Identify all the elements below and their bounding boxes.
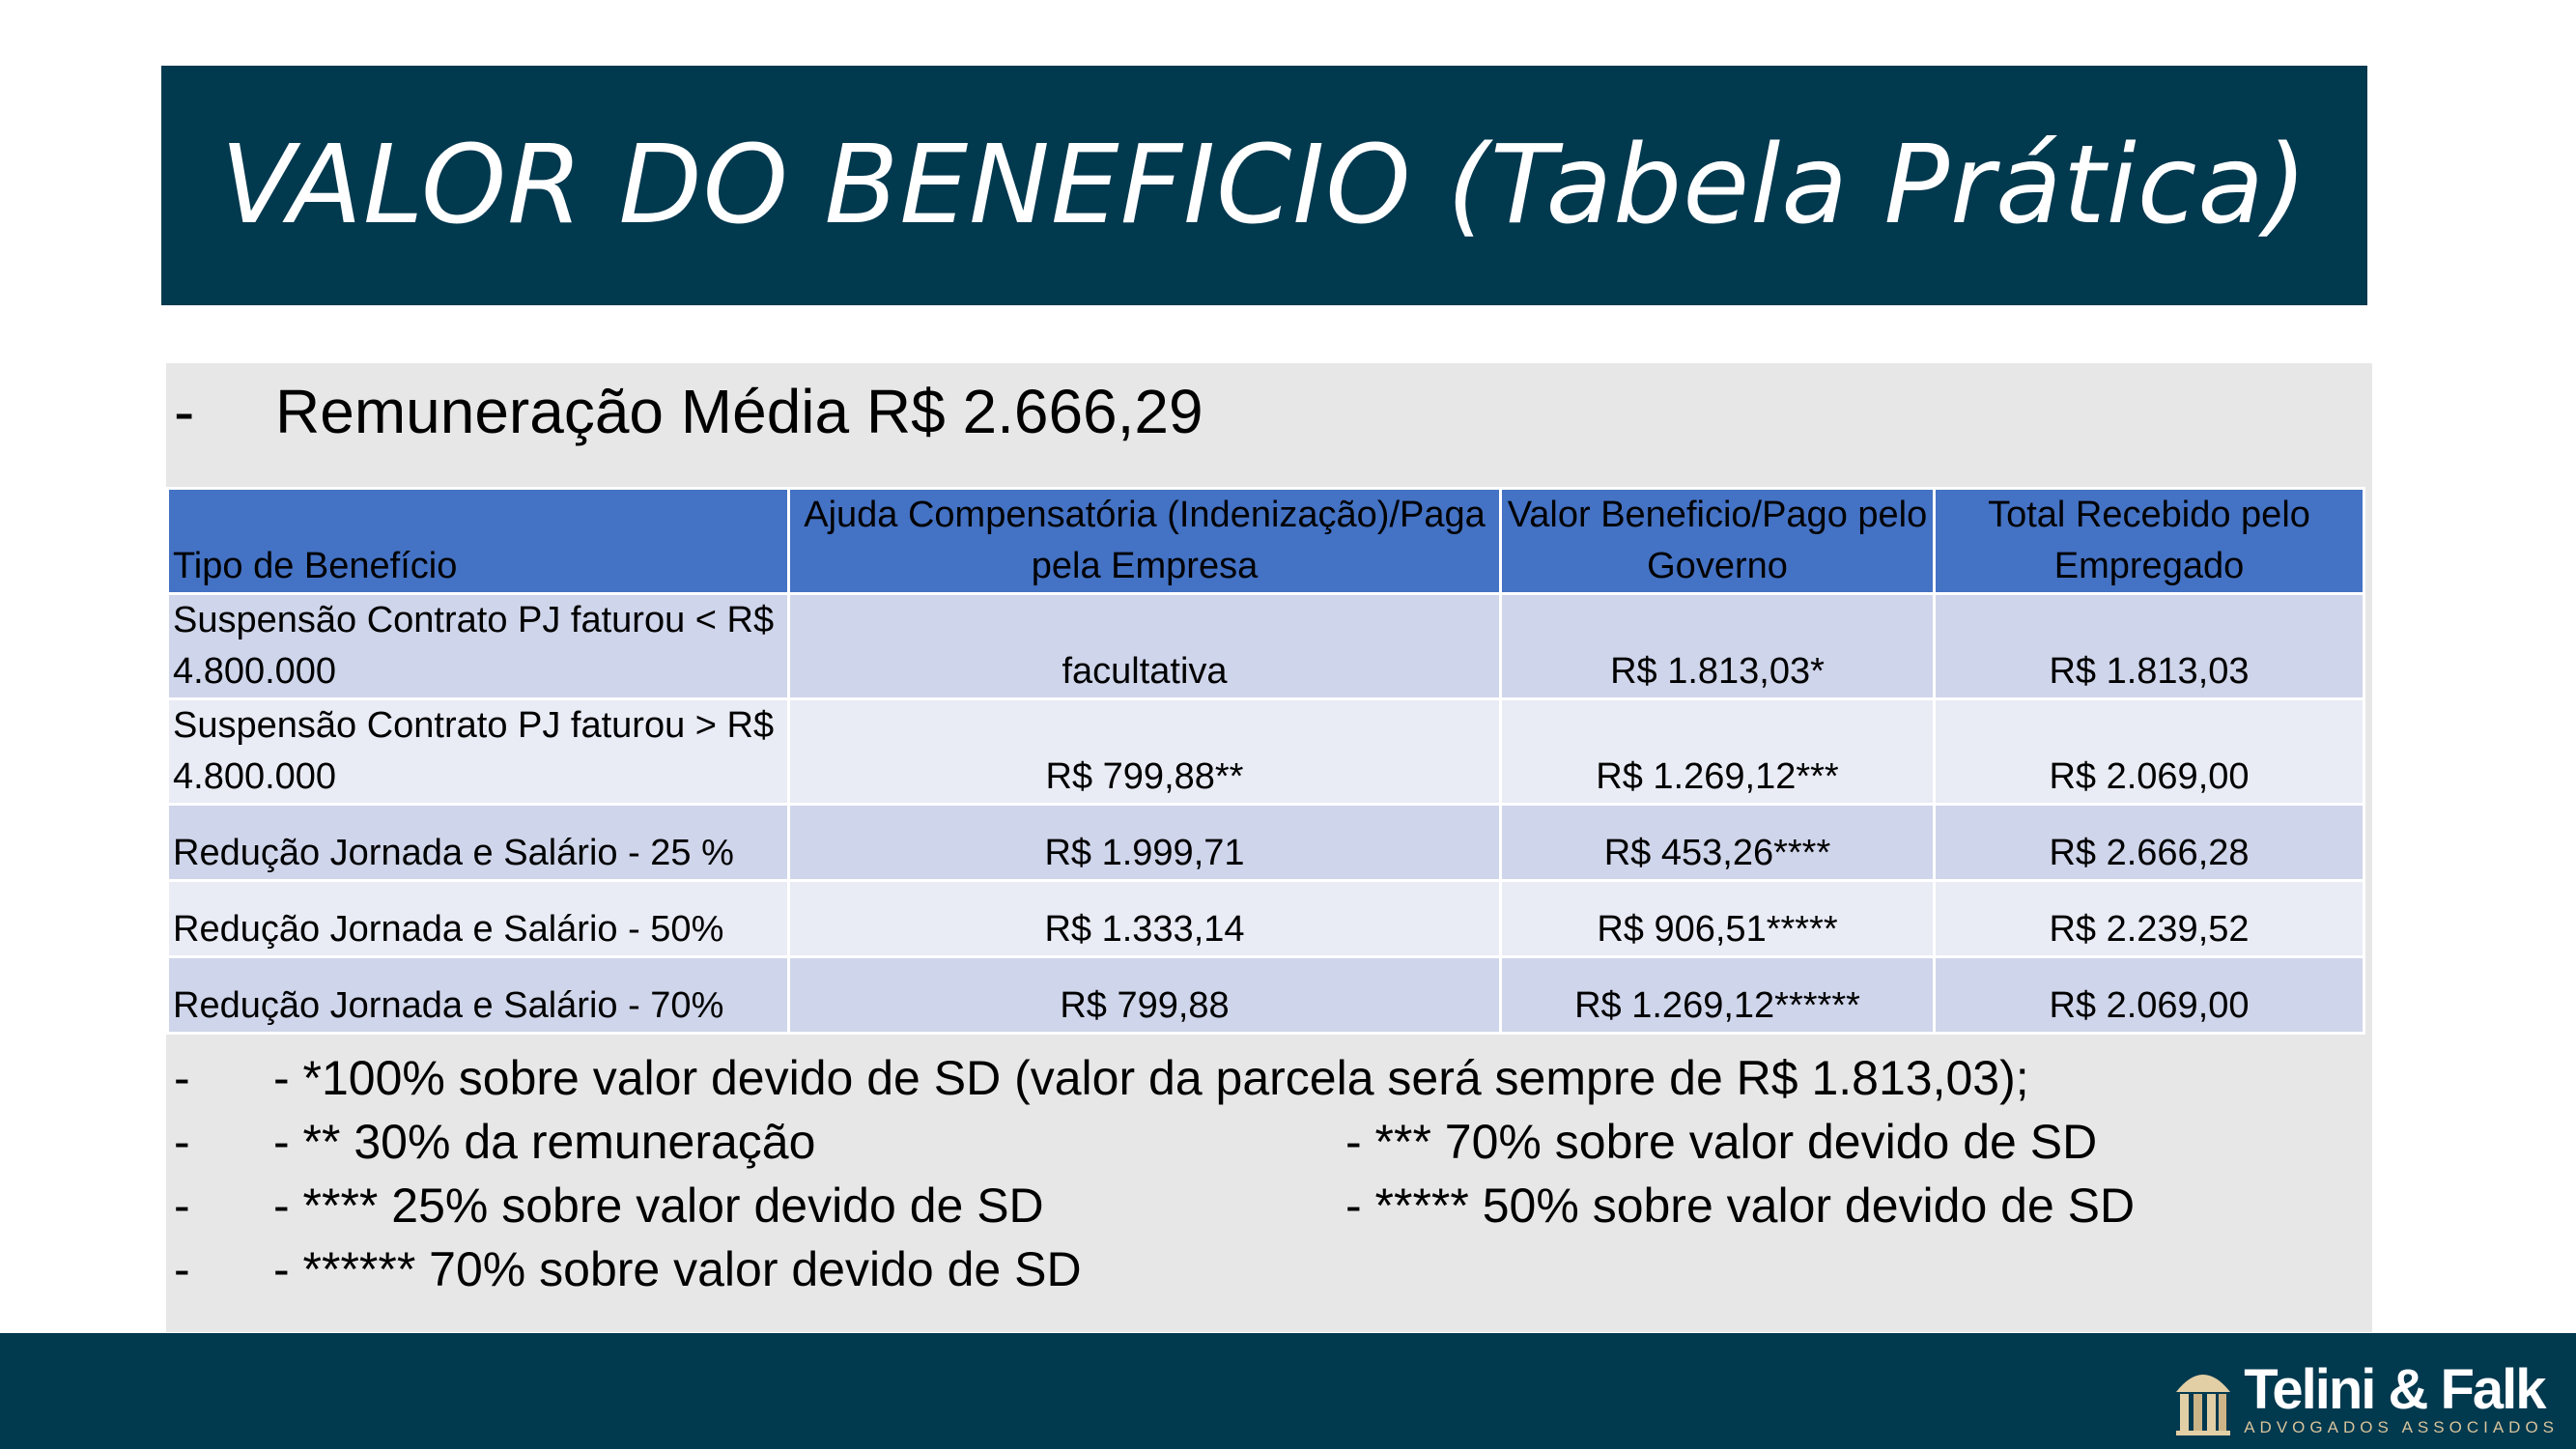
table-row — [168, 957, 2364, 1034]
cell-total-received: R$ 2.069,00 — [1935, 957, 2364, 1034]
columns-logo-icon — [2172, 1363, 2234, 1436]
footnotes — [174, 1046, 2366, 1301]
footnote-row — [174, 1237, 2366, 1301]
footnote-text: - *100% sobre valor devido de SD (valor da parcela será sempre de R$ 1.813,03); — [273, 1051, 2029, 1105]
cell-total-received: R$ 2.239,52 — [1935, 881, 2364, 957]
table-header-row — [168, 489, 2364, 594]
cell-company-aid: R$ 1.333,14 — [789, 881, 1501, 957]
cell-government-benefit: R$ 906,51***** — [1501, 881, 1935, 957]
footnote-text: - ** 30% da remuneração — [273, 1115, 816, 1169]
header-benefit-type: Tipo de Benefício — [168, 489, 789, 594]
bullet: - — [174, 1179, 190, 1233]
footnote-text: - *** 70% sobre valor devido de SD — [1345, 1115, 2098, 1169]
benefit-table — [166, 487, 2365, 1035]
footer-bar — [0, 1333, 2576, 1449]
cell-benefit-type: Suspensão Contrato PJ faturou < R$ 4.800.000 — [168, 594, 789, 699]
cell-government-benefit: R$ 1.813,03* — [1501, 594, 1935, 699]
company-logo — [2172, 1358, 2559, 1437]
cell-total-received: R$ 2.666,28 — [1935, 805, 2364, 881]
bullet: - — [174, 1115, 190, 1169]
footnote-text: - **** 25% sobre valor devido de SD — [273, 1179, 1044, 1233]
cell-benefit-type: Suspensão Contrato PJ faturou > R$ 4.800.000 — [168, 699, 789, 805]
cell-government-benefit: R$ 1.269,12****** — [1501, 957, 1935, 1034]
table-row — [168, 805, 2364, 881]
average-pay-text: Remuneração Média R$ 2.666,29 — [275, 377, 1203, 446]
cell-government-benefit: R$ 453,26**** — [1501, 805, 1935, 881]
cell-total-received: R$ 2.069,00 — [1935, 699, 2364, 805]
table-row — [168, 594, 2364, 699]
cell-benefit-type: Redução Jornada e Salário - 50% — [168, 881, 789, 957]
bullet: - — [174, 1051, 190, 1105]
cell-benefit-type: Redução Jornada e Salário - 25 % — [168, 805, 789, 881]
footnote-row — [174, 1174, 2366, 1237]
footnote-row — [174, 1110, 2366, 1174]
header-government-benefit: Valor Beneficio/Pago pelo Governo — [1501, 489, 1935, 594]
cell-total-received: R$ 1.813,03 — [1935, 594, 2364, 699]
bullet: - — [174, 377, 195, 446]
cell-company-aid: facultativa — [789, 594, 1501, 699]
footnote-text: - ***** 50% sobre valor devido de SD — [1345, 1179, 2136, 1233]
logo-name: Telini & Falk — [2244, 1358, 2545, 1421]
title-banner — [161, 66, 2367, 305]
content-panel — [166, 363, 2372, 1332]
table-row — [168, 699, 2364, 805]
cell-company-aid: R$ 799,88 — [789, 957, 1501, 1034]
footnote-text: - ****** 70% sobre valor devido de SD — [273, 1242, 1082, 1296]
cell-government-benefit: R$ 1.269,12*** — [1501, 699, 1935, 805]
page-title: VALOR DO BENEFICIO (Tabela Prática) — [220, 123, 2308, 248]
cell-company-aid: R$ 1.999,71 — [789, 805, 1501, 881]
header-company-aid: Ajuda Compensatória (Indenização)/Paga pela Empresa — [789, 489, 1501, 594]
cell-company-aid: R$ 799,88** — [789, 699, 1501, 805]
table-row — [168, 881, 2364, 957]
footnote-row — [174, 1046, 2366, 1110]
header-total-received: Total Recebido pelo Empregado — [1935, 489, 2364, 594]
average-pay-line — [174, 363, 1203, 460]
logo-subtitle: ADVOGADOS ASSOCIADOS — [2244, 1418, 2559, 1436]
cell-benefit-type: Redução Jornada e Salário - 70% — [168, 957, 789, 1034]
bullet: - — [174, 1242, 190, 1296]
